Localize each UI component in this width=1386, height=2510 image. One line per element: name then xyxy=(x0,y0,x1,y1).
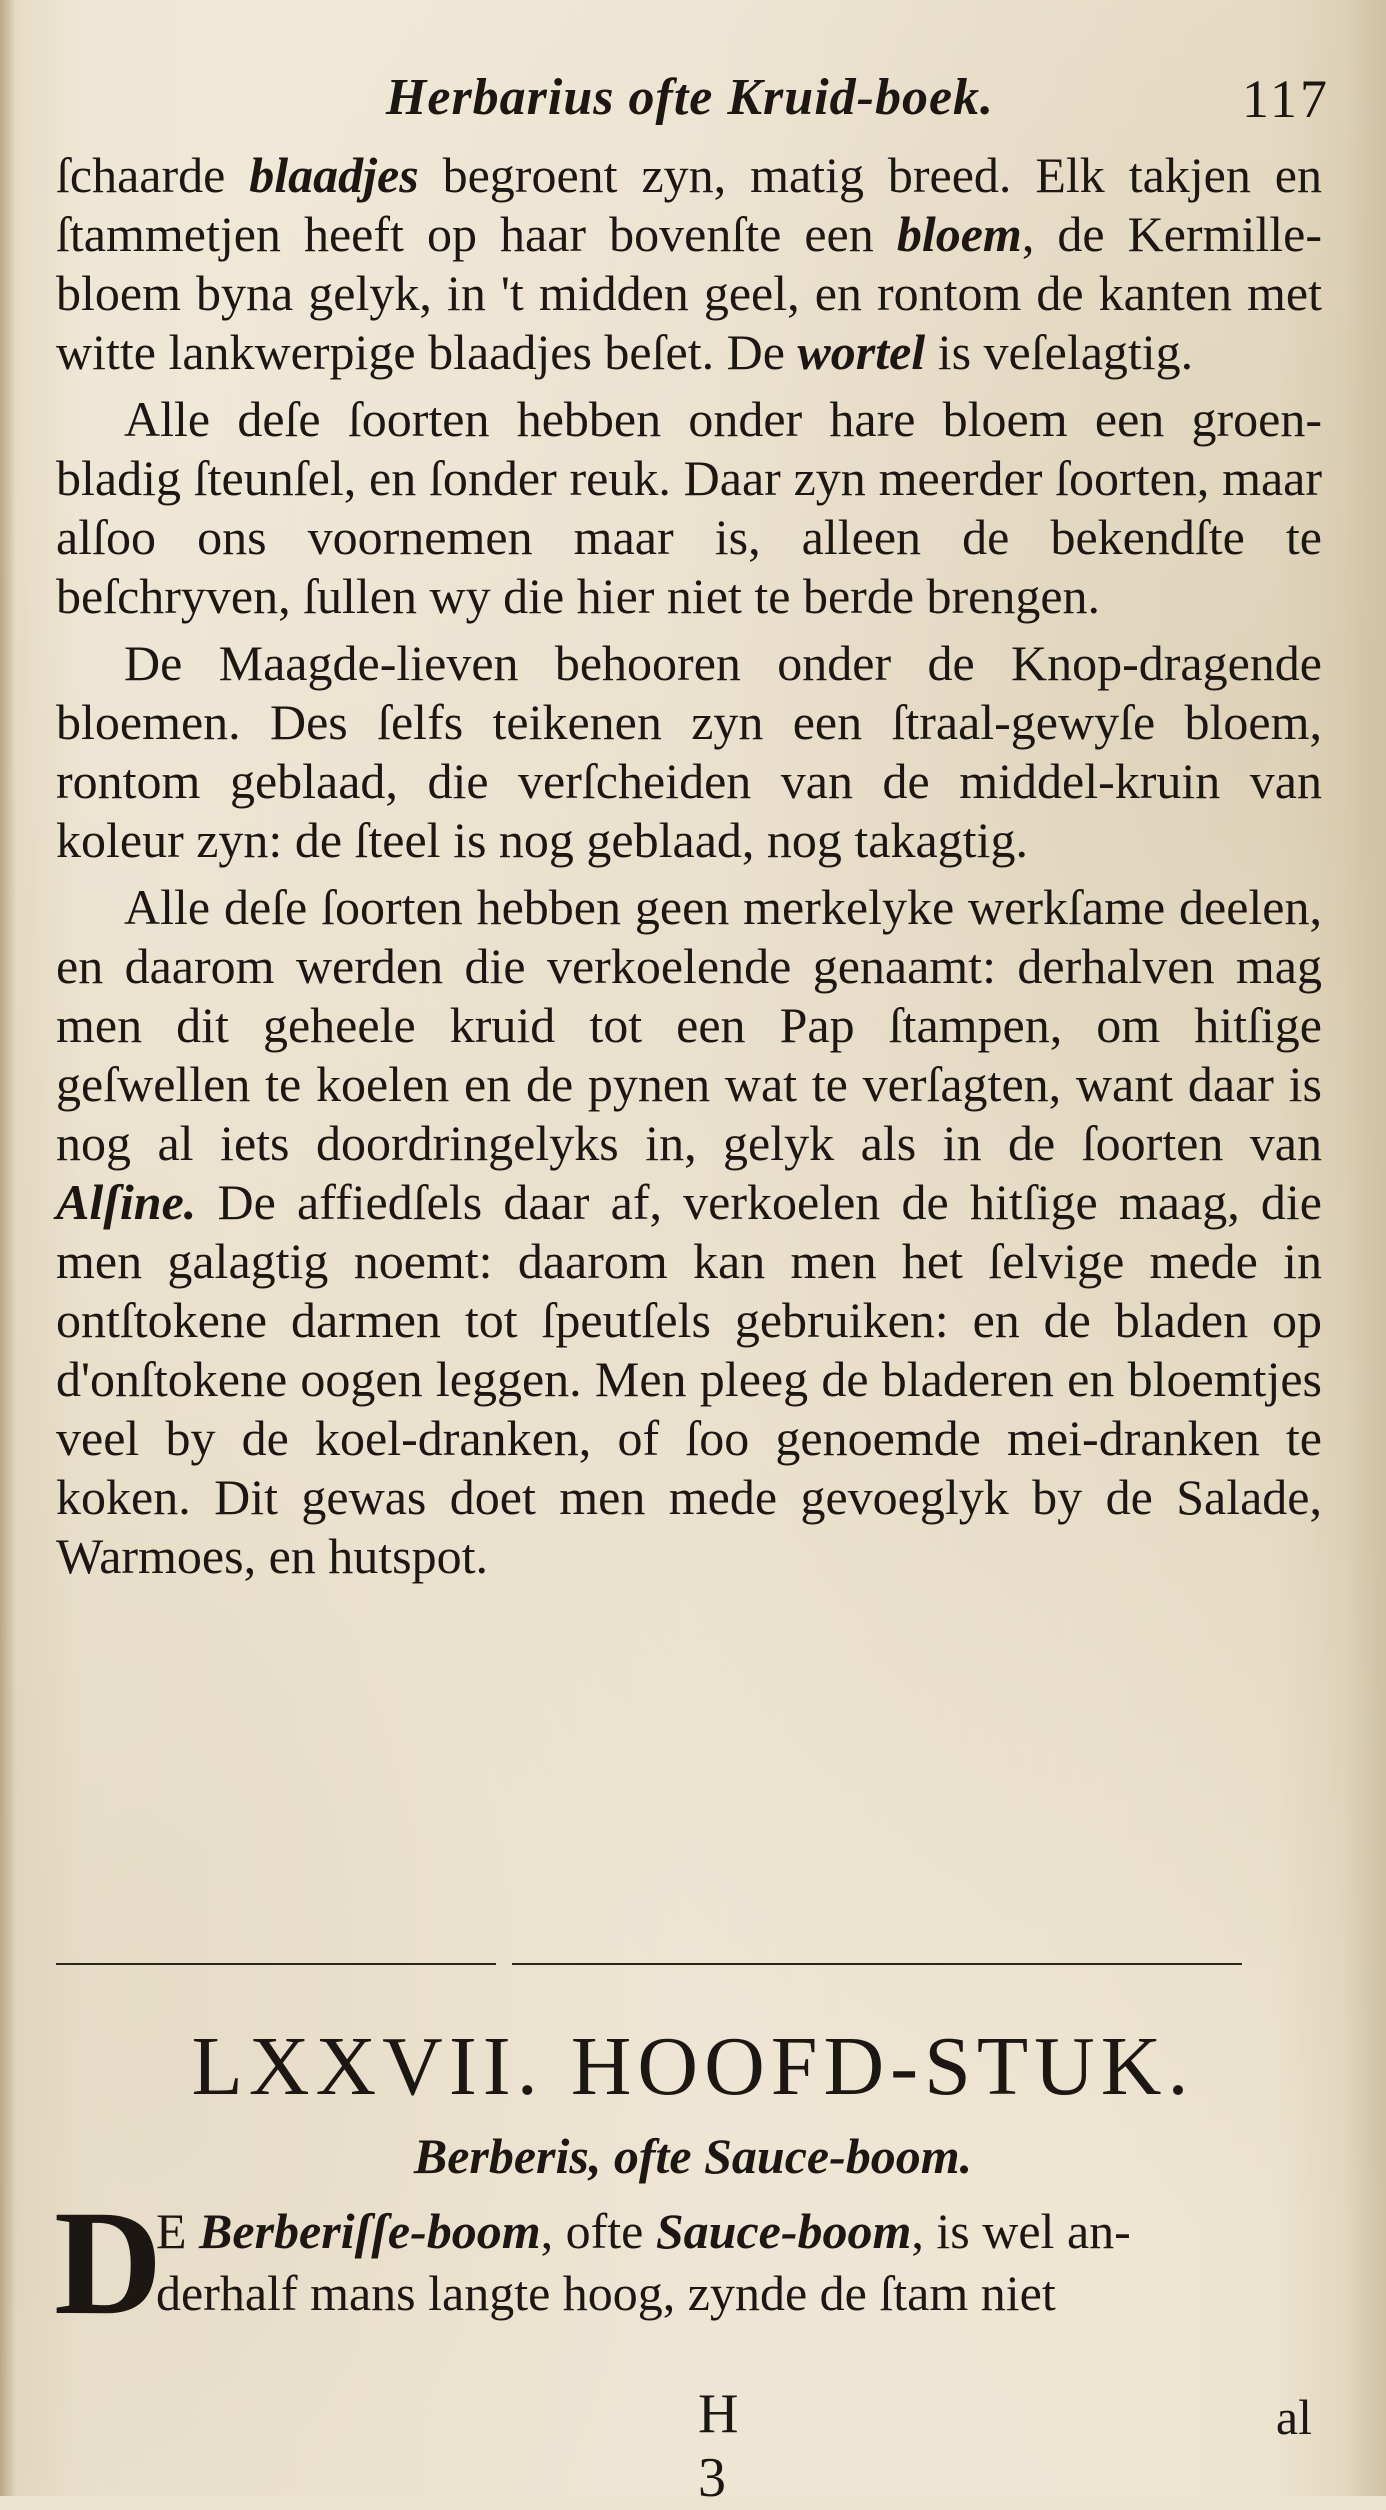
body-text xyxy=(56,146,1322,1586)
signature-mark: H 3 xyxy=(698,2383,753,2509)
drop-cap: D xyxy=(54,2180,163,2346)
paragraph-1: ſchaarde blaadjes begroent zyn, matig breed. Elk takjen en ſtammetjen heeft op haar bovenſte een bloem, de Kermille-bloem byna gelyk, in 't midden geel, en rontom de kanten met witte lankwerpige blaadjes beſet. De wortel is veſelagtig. xyxy=(56,147,1322,380)
paragraph-3: De Maagde-lieven behooren onder de Knop-dragende bloemen. Des ſelfs teikenen zyn een ſtraal-gewyſe bloem, rontom geblaad, die verſcheiden van de middel-kruin van koleur zyn: de ſteel is nog geblaad, nog takagtig. xyxy=(56,635,1322,868)
italic-term-berberisse-boom: Berberiſſe-boom xyxy=(199,2203,541,2259)
chapter-opening-line-2: derhalf mans langte hoog, zynde de ſtam niet xyxy=(156,2265,1056,2321)
catchword: al xyxy=(1275,2389,1312,2445)
italic-term-wortel: wortel xyxy=(797,324,926,380)
page-edge-shadow xyxy=(1346,0,1386,2496)
italic-term-sauce-boom: Sauce-boom xyxy=(655,2203,912,2259)
page-gutter-shadow xyxy=(0,0,16,2496)
page-number: 117 xyxy=(1242,69,1330,129)
italic-term-alsine: Alſine. xyxy=(56,1174,197,1230)
running-head xyxy=(0,68,1386,138)
chapter-opening-line: E Berberiſſe-boom, ofte Sauce-boom, is wel an- xyxy=(156,2203,1131,2259)
section-rule-right xyxy=(512,1963,1242,1965)
paragraph-2: Alle deſe ſoorten hebben onder hare bloem een groen-bladig ſteunſel, en ſonder reuk. Daar zyn meerder ſoorten, maar alſoo ons voornemen maar is, alleen de bekendſte te beſchryven, ſullen wy die hier niet te berde brengen. xyxy=(56,391,1322,624)
section-rule-left xyxy=(56,1963,496,1965)
running-title: Herbarius ofte Kruid-boek. xyxy=(385,69,995,126)
italic-term-bloem: bloem xyxy=(896,206,1022,262)
italic-term-blaadjes: blaadjes xyxy=(249,147,419,203)
paragraph-4: Alle deſe ſoorten hebben geen merkelyke werkſame deelen, en daarom werden die verkoelende genaamt: derhalven mag men dit geheele kruid tot een Pap ſtampen, om hitſige geſwellen te koelen en de pynen wat te verſagten, want daar is nog al iets doordringelyks in, gelyk als in de ſoorten van Alſine. De affiedſels daar af, verkoelen de hitſige maag, die men galagtig noemt: daarom kan men het ſelvige mede in ontſtokene darmen tot ſpeutſels gebruiken: en de bladen op d'onſtokene oogen leggen. Men pleeg de bladeren en bloemtjes veel by de koel-dranken, of ſoo genoemde mei-dranken te koken. Dit gewas doet men mede gevoeglyk by de Salade, Warmoes, en hutspot. xyxy=(56,879,1322,1584)
chapter-heading: LXXVII. HOOFD-STUK. xyxy=(191,2020,1195,2113)
chapter-subtitle: Berberis, ofte Sauce-boom. xyxy=(413,2128,973,2184)
